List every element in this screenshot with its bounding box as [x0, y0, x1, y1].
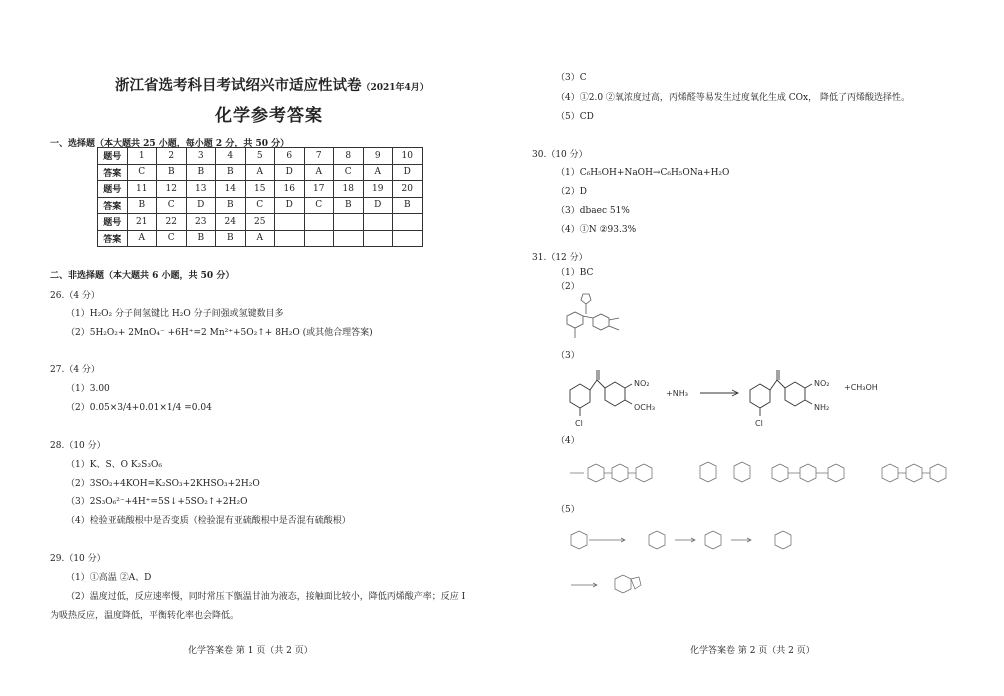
rxn-och3: OCH₃ — [634, 403, 656, 412]
table-cell: C — [245, 197, 275, 214]
q31-line4: （4） — [556, 436, 580, 446]
table-cell: 16 — [275, 181, 305, 198]
q31-line3: （3） — [556, 351, 580, 361]
table-cell: B — [393, 197, 423, 214]
q29-line4: （3）C — [556, 73, 587, 83]
table-cell: 17 — [304, 181, 334, 198]
rxn-no2: NO₂ — [634, 379, 650, 388]
table-cell: 1 — [127, 148, 157, 165]
section-heading-nonchoice: 二、非选择题（本大题共 6 小题，共 50 分） — [50, 271, 235, 281]
table-cell: A — [304, 164, 334, 181]
table-cell — [275, 230, 305, 247]
table-cell: 10 — [393, 148, 423, 165]
table-cell: C — [127, 164, 157, 181]
row-label: 题号 — [98, 181, 128, 198]
row-label: 题号 — [98, 148, 128, 165]
table-cell: 24 — [216, 214, 246, 231]
exam-title — [115, 74, 429, 95]
table-row — [98, 164, 423, 181]
table-cell: 23 — [186, 214, 216, 231]
q31-line5: （5） — [556, 505, 580, 515]
table-cell: A — [363, 164, 393, 181]
q30-line2: （2）D — [556, 187, 587, 197]
table-cell: 12 — [157, 181, 187, 198]
table-cell: B — [186, 164, 216, 181]
table-cell — [363, 214, 393, 231]
q27-heading: 27.（4 分） — [50, 365, 100, 375]
table-cell: C — [157, 197, 187, 214]
q29-line3: 为吸热反应，温度降低，平衡转化率也会降低。 — [50, 611, 240, 621]
q26-line2: （2）5H₂O₂+ 2MnO₄⁻ +6H⁺=2 Mn²⁺+5O₂↑+ 8H₂O (或其他合理答案) — [66, 328, 373, 338]
table-cell: 6 — [275, 148, 305, 165]
q31-2-structure — [555, 290, 635, 345]
q26-heading: 26.（4 分） — [50, 291, 100, 301]
table-cell — [275, 214, 305, 231]
table-cell: C — [334, 164, 364, 181]
q27-line1: （1）3.00 — [66, 384, 110, 394]
q28-line1: （1）K、S、O K₂S₃O₆ — [66, 460, 162, 470]
row-label: 答案 — [98, 164, 128, 181]
table-cell: D — [186, 197, 216, 214]
q29-heading: 29.（10 分） — [50, 554, 106, 564]
q28-line4: （4）检验亚硫酸根中是否变质（检验混有亚硫酸根中是否混有硫酸根） — [66, 516, 351, 526]
rxn-cl-product: Cl — [755, 419, 763, 428]
table-cell — [304, 230, 334, 247]
table-cell: D — [393, 164, 423, 181]
table-cell: 3 — [186, 148, 216, 165]
table-cell: 2 — [157, 148, 187, 165]
q26-line1: （1）H₂O₂ 分子间氢键比 H₂O 分子间强或氢键数目多 — [66, 309, 284, 319]
table-cell: 7 — [304, 148, 334, 165]
q31-heading: 31.（12 分） — [532, 253, 588, 263]
title-date: （2021年4月） — [361, 83, 429, 93]
table-cell: 21 — [127, 214, 157, 231]
q29-line1: （1）①高温 ②A、D — [66, 573, 152, 583]
table-cell: B — [334, 197, 364, 214]
table-cell: 19 — [363, 181, 393, 198]
table-cell: D — [363, 197, 393, 214]
q28-line3: （3）2S₃O₆²⁻+4H⁺=5S↓+5SO₂↑+2H₂O — [66, 497, 248, 507]
rxn-plus-nh3: +NH₃ — [666, 389, 688, 398]
q31-line1: （1）BC — [556, 268, 594, 278]
q31-5-route — [565, 515, 825, 600]
q30-line4: （4）①N ②93.3% — [556, 225, 637, 235]
table-cell — [393, 214, 423, 231]
table-cell: 5 — [245, 148, 275, 165]
row-label: 题号 — [98, 214, 128, 231]
page2-footer: 化学答案卷 第 2 页（共 2 页） — [690, 646, 815, 656]
table-cell: 14 — [216, 181, 246, 198]
q30-line1: （1）C₆H₅OH+NaOH→C₆H₅ONa+H₂O — [556, 168, 730, 178]
q28-line2: （2）3SO₂+4KOH=K₂SO₃+2KHSO₃+2H₂O — [66, 479, 260, 489]
q31-line2: （2） — [556, 282, 580, 292]
table-row — [98, 181, 423, 198]
table-cell: 20 — [393, 181, 423, 198]
table-cell — [334, 214, 364, 231]
q27-line2: （2）0.05×3/4+0.01×1/4 =0.04 — [66, 403, 212, 413]
table-cell: 22 — [157, 214, 187, 231]
table-cell: 18 — [334, 181, 364, 198]
table-cell: D — [275, 164, 305, 181]
page1-footer: 化学答案卷 第 1 页（共 2 页） — [188, 646, 313, 656]
q29-line2: （2）温度过低，反应速率慢，同时常压下甑温甘油为液态，接触面比较小，降低丙烯酸产率；反应 I — [66, 592, 466, 602]
table-cell — [363, 230, 393, 247]
rxn-no2-product: NO₂ — [814, 379, 830, 388]
table-row — [98, 230, 423, 247]
table-row — [98, 197, 423, 214]
table-cell: C — [304, 197, 334, 214]
table-cell: 8 — [334, 148, 364, 165]
table-cell: B — [127, 197, 157, 214]
table-cell: B — [216, 230, 246, 247]
section-heading-choice: 一、选择题（本大题共 25 小题，每小题 2 分，共 50 分） — [50, 139, 290, 149]
title-text: 浙江省选考科目考试绍兴市适应性试卷 — [115, 77, 362, 94]
table-cell: 11 — [127, 181, 157, 198]
q29-line5: （4）①2.0 ②氧浓度过高，丙烯醛等易发生过度氧化生成 COx， 降低了丙烯酸选择性。 — [556, 93, 910, 103]
table-cell: 25 — [245, 214, 275, 231]
table-cell: 4 — [216, 148, 246, 165]
table-cell: A — [127, 230, 157, 247]
table-row — [98, 148, 423, 165]
table-cell: 15 — [245, 181, 275, 198]
rxn-nh2: NH₂ — [814, 403, 830, 412]
answer-subtitle: 化学参考答案 — [215, 106, 323, 126]
table-cell: 13 — [186, 181, 216, 198]
table-cell: B — [157, 164, 187, 181]
table-cell: C — [157, 230, 187, 247]
table-cell — [393, 230, 423, 247]
table-cell: B — [216, 197, 246, 214]
q28-heading: 28.（10 分） — [50, 441, 106, 451]
row-label: 答案 — [98, 230, 128, 247]
table-cell — [304, 214, 334, 231]
q31-4-structures — [560, 448, 960, 498]
rxn-cl: Cl — [575, 419, 583, 428]
table-cell — [334, 230, 364, 247]
table-cell: A — [245, 164, 275, 181]
table-row — [98, 214, 423, 231]
table-cell: D — [275, 197, 305, 214]
table-cell: A — [245, 230, 275, 247]
rxn-plus-methanol: +CH₃OH — [844, 383, 878, 392]
q29-line6: （5）CD — [556, 112, 594, 122]
answer-table — [97, 147, 423, 247]
table-cell: B — [216, 164, 246, 181]
q30-line3: （3）dbaec 51% — [556, 206, 630, 216]
table-cell: B — [186, 230, 216, 247]
row-label: 答案 — [98, 197, 128, 214]
q31-3-reaction — [560, 360, 900, 430]
table-cell: 9 — [363, 148, 393, 165]
q30-heading: 30.（10 分） — [532, 150, 588, 160]
